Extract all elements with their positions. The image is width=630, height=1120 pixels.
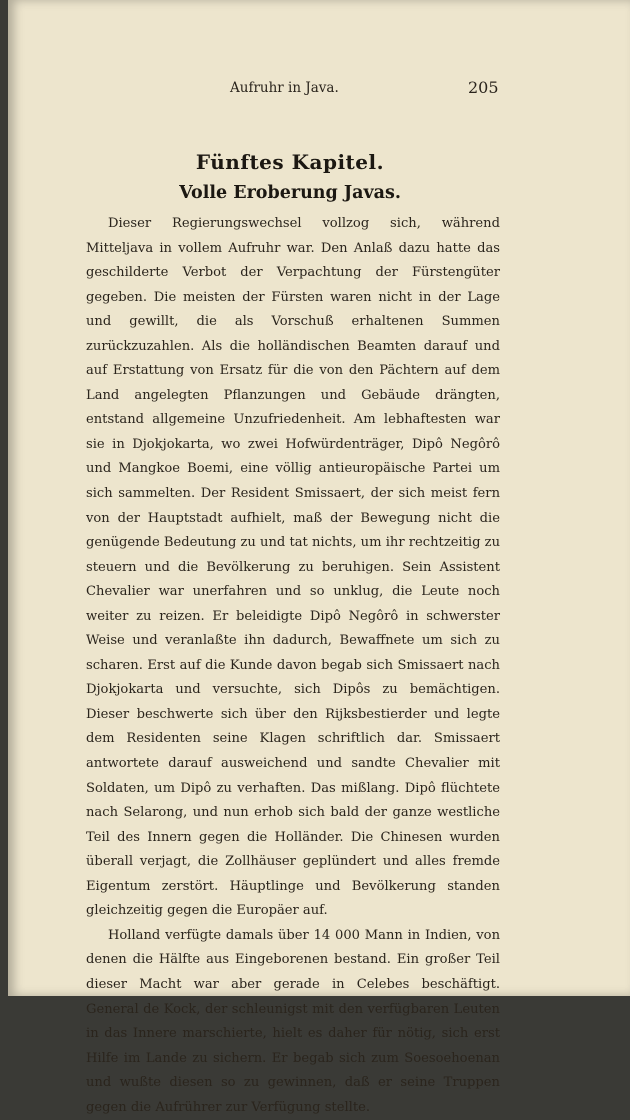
book-page [8,0,630,1115]
paragraph: Holland verfügte damals über 14 000 Mann in Indien, von denen die Hälfte aus Eingeborenen bestand. Ein großer Teil dieser Macht war aber gerade in Celebes beschäftigt. General de Kock, der schleunigst mit den verfügbaren Leuten in das Innere marschierte, hielt es daher für nötig, sich erst Hilfe im Lande zu sichern. Er begab sich zum Soesoehoenan und wußte diesen so zu gewinnen, daß er seine Truppen gegen die Aufrührer zur Verfügung stellte. [86,927,500,1115]
body-text [86,212,500,1120]
chapter-subtitle: Volle Eroberung Javas. [179,183,401,203]
page-number: 205 [468,78,499,97]
paragraph: Dieser Regierungswechsel vollzog sich, während Mitteljava in vollem Aufruhr war. Den Anlaß dazu hatte das geschilderte Verbot der Verpachtung der Fürstengüter gegeben. Die meisten der Fürsten waren nicht in der Lage und gewillt, die als Vorschuß erhaltenen Summen zurückzuzahlen. Als die holländischen Beamten darauf und auf Erstattung von Ersatz für die von den Pächtern auf dem Land angelegten Pflanzungen und Gebäude drängten, entstand allgemeine Unzufriedenheit. Am lebhaftesten war sie in Djokjokarta, wo zwei Hofwürdenträger, Dipô Negôrô und Mangkoe Boemi, eine völlig antieuropäische Partei um sich sammelten. Der Resident Smissaert, der sich meist fern von der Hauptstadt aufhielt, maß der Bewegung nicht die genügende Bedeutung zu und tat nichts, um ihr rechtzeitig zu steuern und die Bevölkerung zu beruhigen. Sein Assistent Chevalier war unerfahren und so unklug, die Leute noch weiter zu reizen. Er beleidigte Dipô Negôrô in schwerster Weise und veranlaßte ihn dadurch, Bewaffnete um sich zu scharen. Erst auf die Kunde davon begab sich Smissaert nach Djokjokarta und versuchte, sich Dipôs zu bemächtigen. Dieser beschwerte sich über den Rijksbestierder und legte dem Residenten seine Klagen schriftlich dar. Smissaert antwortete darauf ausweichend und sandte Chevalier mit Soldaten, um Dipô zu verhaften. Das mißlang. Dipô flüchtete nach Selarong, und nun erhob sich bald der ganze westliche Teil des Innern gegen die Holländer. Die Chinesen wurden überall verjagt, die Zollhäuser geplündert und alles fremde Eigentum zerstört. Häuptlinge und Bevölkerung standen gleichzeitig gegen die Europäer auf. [86,216,500,919]
chapter-title: Fünftes Kapitel. [195,150,385,174]
running-title: Aufruhr in Java. [230,80,339,96]
